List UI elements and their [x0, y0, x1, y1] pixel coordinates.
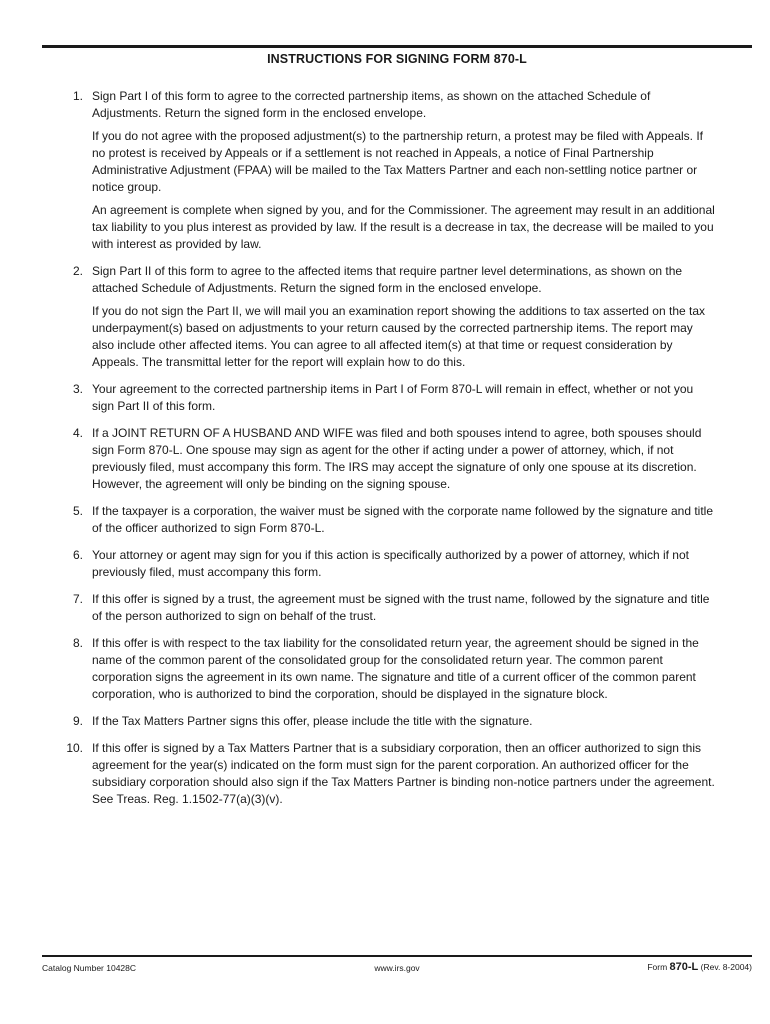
- bottom-rule: [42, 955, 752, 957]
- item-paragraph: If the Tax Matters Partner signs this offer, please include the title with the signature.: [92, 714, 533, 728]
- instruction-item: [56, 425, 716, 493]
- item-body: [92, 591, 716, 625]
- instruction-item: [56, 591, 716, 625]
- item-paragraph: Your agreement to the corrected partnership items in Part I of Form 870-L will remain in effect, whether or not you sign Part II of this form.: [92, 382, 694, 413]
- item-number: 8.: [72, 636, 83, 650]
- item-number: 10.: [66, 741, 83, 755]
- item-body: [92, 425, 716, 493]
- item-paragraph: If this offer is with respect to the tax liability for the consolidated return year, the agreement should be signed in the name of the common parent of the consolidated group for the consolidated return year. The common parent corporation signs the agreement in its own name. The signature and title of a current officer of the common parent corporation, who is authorized to bind the corporation, should be displayed in the signature block.: [92, 636, 699, 701]
- item-number: 7.: [72, 592, 83, 606]
- item-paragraph: If this offer is signed by a trust, the agreement must be signed with the trust name, followed by the signature and title of the person authorized to sign on behalf of the trust.: [92, 592, 710, 623]
- item-body: [92, 381, 716, 415]
- item-paragraph: Sign Part II of this form to agree to the affected items that require partner level determinations, as shown on the attached Schedule of Adjustments. Return the signed form in the enclosed envelope.: [92, 264, 683, 295]
- top-rule: [42, 45, 752, 48]
- page-title: INSTRUCTIONS FOR SIGNING FORM 870-L: [267, 52, 527, 66]
- item-body: [92, 713, 716, 730]
- item-body: [92, 547, 716, 581]
- item-paragraph: Your attorney or agent may sign for you if this action is specifically authorized by a power of attorney, which if not previously filed, must accompany this form.: [92, 548, 689, 579]
- instruction-item: [56, 88, 716, 253]
- item-number: 9.: [72, 714, 83, 728]
- item-paragraph: If you do not sign the Part II, we will mail you an examination report showing the additions to tax asserted on the tax underpayment(s) based on adjustments to your return caused by the corrected partnership items. The report may also include other affected items. You can agree to all affected item(s) at that time or request consideration by Appeals. The transmittal letter for the report will explain how to do this.: [92, 304, 706, 369]
- item-number: 6.: [72, 548, 83, 562]
- item-paragraph: If a JOINT RETURN OF A HUSBAND AND WIFE was filed and both spouses intend to agree, both spouses should sign Form 870-L. One spouse may sign as agent for the other if acting under a power of attorney, which, if not previously filed, must accompany this form. The IRS may accept the signature of only one spouse at its discretion. However, the agreement will only be binding on the signing spouse.: [92, 426, 702, 491]
- website-link[interactable]: www.irs.gov: [374, 963, 420, 973]
- instruction-item: [56, 263, 716, 371]
- item-paragraph: An agreement is complete when signed by you, and for the Commissioner. The agreement may result in an additional tax liability to you plus interest as provided by law. If the result is a decrease in tax, the decrease will be mailed to you with interest as provided by law.: [92, 203, 715, 251]
- item-number: 4.: [72, 426, 83, 440]
- instruction-item: [56, 381, 716, 415]
- item-body: [92, 503, 716, 537]
- form-number: 870-L: [669, 961, 699, 973]
- catalog-number: Catalog Number 10428C: [42, 963, 137, 973]
- item-body: [92, 635, 716, 703]
- instruction-item: [56, 547, 716, 581]
- form-revision: [647, 961, 752, 973]
- item-number: 5.: [72, 504, 83, 518]
- instruction-item: [56, 713, 716, 730]
- item-body: [92, 88, 716, 253]
- item-paragraph: If this offer is signed by a Tax Matters Partner that is a subsidiary corporation, then an officer authorized to sign this agreement for the year(s) indicated on the form must sign for the parent corporation. An authorized officer for the subsidiary corporation should also sign if the Tax Matters Partner is binding non-notice partners under the agreement. See Treas. Reg. 1.1502-77(a)(3)(v).: [92, 741, 715, 806]
- item-number: 2.: [72, 264, 83, 278]
- item-number: 3.: [72, 382, 83, 396]
- form-prefix: Form: [647, 962, 668, 972]
- item-paragraph: Sign Part I of this form to agree to the corrected partnership items, as shown on the attached Schedule of Adjustments. Return the signed form in the enclosed envelope.: [92, 89, 651, 120]
- item-number: 1.: [72, 89, 83, 103]
- item-paragraph: If the taxpayer is a corporation, the waiver must be signed with the corporate name followed by the signature and title of the officer authorized to sign Form 870-L.: [92, 504, 714, 535]
- instruction-item: [56, 740, 716, 808]
- instruction-item: [56, 635, 716, 703]
- item-body: [92, 263, 716, 371]
- instruction-item: [56, 503, 716, 537]
- instructions-list: [56, 88, 716, 808]
- form-rev: (Rev. 8-2004): [700, 962, 752, 972]
- item-body: [92, 740, 716, 808]
- item-paragraph: If you do not agree with the proposed adjustment(s) to the partnership return, a protest may be filed with Appeals. If no protest is received by Appeals or if a settlement is not reached in Appeals, a notice of Final Partnership Administrative Adjustment (FPAA) will be mailed to the Tax Matters Partner and each non-settling notice partner or notice group.: [92, 129, 704, 194]
